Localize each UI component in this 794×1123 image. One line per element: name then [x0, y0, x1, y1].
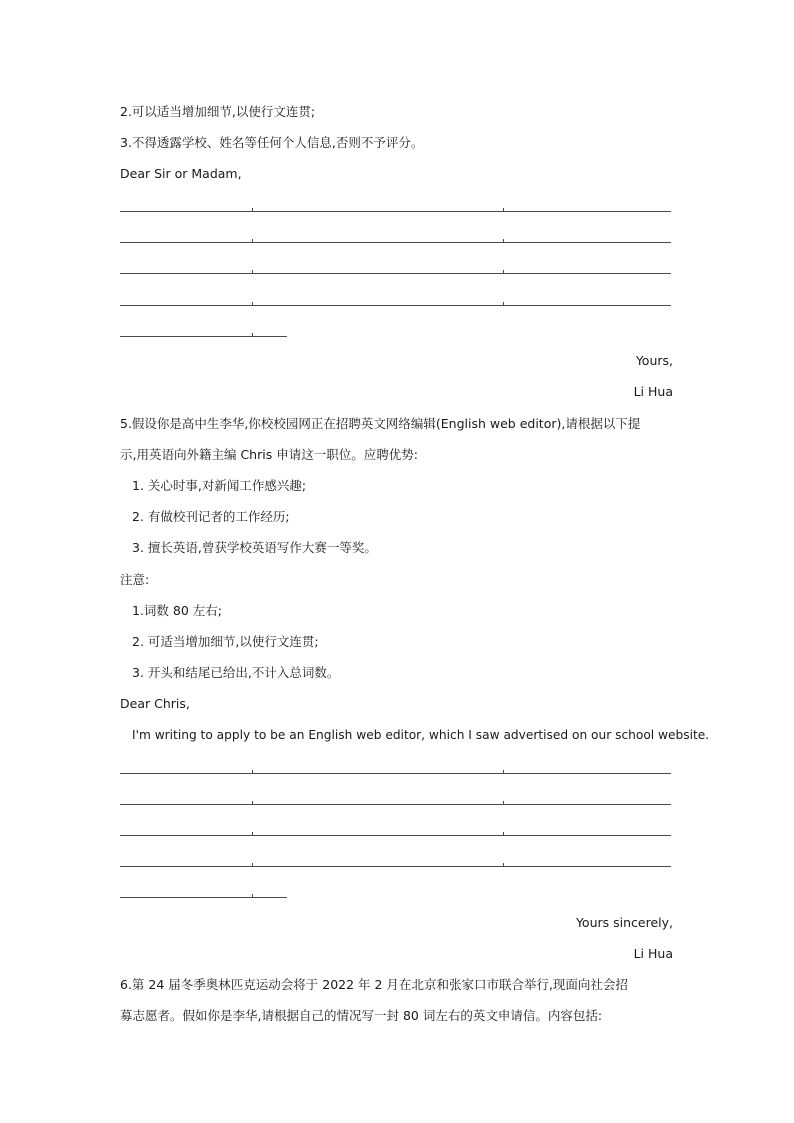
writing-line	[120, 835, 671, 836]
note-item: 2. 可适当增加细节,以使行文连贯;	[132, 634, 319, 649]
rule-2: 2.可以适当增加细节,以使行文连贯;	[120, 104, 316, 119]
notes-title: 注意:	[120, 572, 150, 587]
prompt-6-line-2: 募志愿者。假如你是李华,请根据自己的情况写一封 80 词左右的英文申请信。内容包括:	[120, 1008, 603, 1023]
letter-signature: Li Hua	[633, 946, 673, 961]
writing-line	[120, 211, 671, 212]
prompt-5-line-2: 示,用英语向外籍主编 Chris 申请这一职位。应聘优势:	[120, 447, 418, 462]
letter-greeting: Dear Sir or Madam,	[120, 166, 242, 181]
writing-line	[120, 305, 671, 306]
advantage-item: 2. 有做校刊记者的工作经历;	[132, 509, 290, 524]
letter-greeting: Dear Chris,	[120, 696, 190, 711]
letter-closing: Yours sincerely,	[575, 915, 673, 930]
letter-signature: Li Hua	[633, 384, 673, 399]
writing-line	[120, 273, 671, 274]
advantage-item: 3. 擅长英语,曾获学校英语写作大赛一等奖。	[132, 540, 377, 555]
writing-line	[120, 804, 671, 805]
note-item: 3. 开头和结尾已给出,不计入总词数。	[132, 665, 340, 680]
note-item: 1.词数 80 左右;	[132, 603, 222, 618]
writing-line	[120, 242, 671, 243]
letter-opening: I'm writing to apply to be an English web editor, which I saw advertised on our school website.	[132, 728, 710, 742]
rule-3: 3.不得透露学校、姓名等任何个人信息,否则不予评分。	[120, 135, 424, 150]
prompt-6-line-1: 6.第 24 届冬季奥林匹克运动会将于 2022 年 2 月在北京和张家口市联合举行,现面向社会招	[120, 977, 628, 992]
writing-line	[120, 866, 671, 867]
prompt-5-line-1: 5.假设你是高中生李华,你校校园网正在招聘英文网络编辑(English web editor),请根据以下提	[120, 416, 641, 431]
writing-line	[120, 773, 671, 774]
advantage-item: 1. 关心时事,对新闻工作感兴趣;	[132, 478, 307, 493]
writing-line-short	[120, 897, 287, 898]
writing-line-short	[120, 336, 287, 337]
letter-closing: Yours,	[635, 353, 673, 368]
